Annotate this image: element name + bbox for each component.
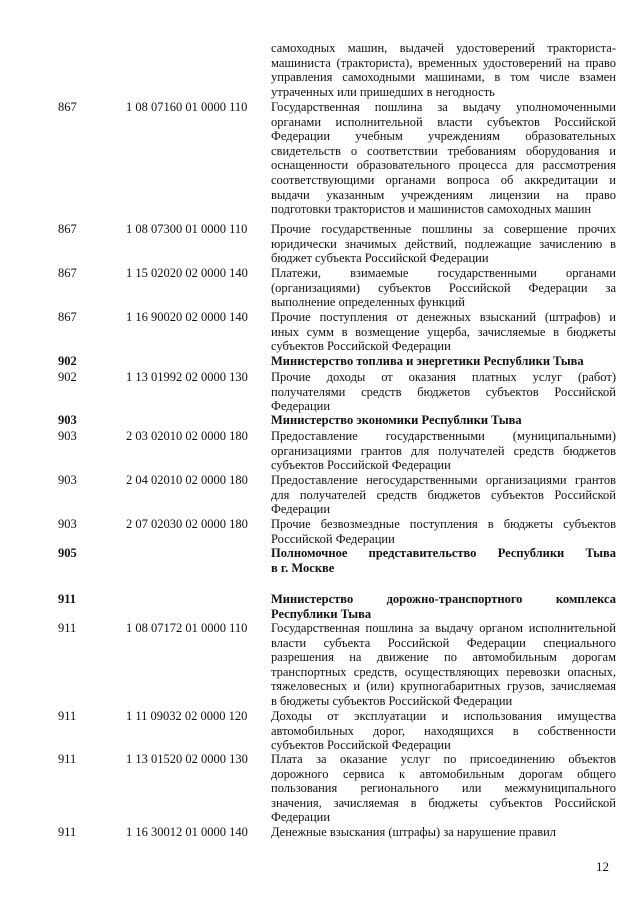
description <box>271 473 616 517</box>
admin-code: 867 <box>58 266 77 280</box>
description-line: Предоставление государственными (муниципальными) <box>271 429 616 443</box>
description-line: организациями грантов для получателей средств бюджетов <box>271 443 616 458</box>
description-line: Плата за оказание услуг по присоединению объектов <box>271 752 616 766</box>
admin-code: 911 <box>58 621 77 635</box>
section-title <box>271 592 616 621</box>
page-number: 12 <box>596 859 609 874</box>
budget-classification-code: 1 13 01992 02 0000 130 <box>126 370 248 384</box>
description <box>271 41 616 99</box>
admin-code: 903 <box>58 413 77 427</box>
budget-classification-code: 2 03 02010 02 0000 180 <box>126 429 248 443</box>
description <box>271 825 616 840</box>
description-line: Российской Федерации <box>271 531 395 546</box>
description <box>271 621 616 709</box>
admin-code: 903 <box>58 517 77 531</box>
description-line: оснащенности образовательного процесса для рассмотрения <box>271 158 616 173</box>
description-line: утраченных или пришедших в негодность <box>271 84 495 99</box>
description-line: органами исполнительной власти субъектов Российской <box>271 114 616 129</box>
admin-code: 902 <box>58 370 77 384</box>
description-line: Предоставление негосударственными организациями грантов <box>271 473 616 487</box>
budget-classification-code: 1 16 30012 01 0000 140 <box>126 825 248 839</box>
admin-code: 867 <box>58 100 77 114</box>
description <box>271 709 616 753</box>
description-line: Прочие поступления от денежных взысканий (штрафов) и <box>271 310 616 324</box>
description-line: Государственная пошлина за выдачу уполномоченными <box>271 100 616 114</box>
description-line: (организациями) субъектов Российской Федерации за <box>271 280 616 295</box>
budget-classification-code: 1 15 02020 02 0000 140 <box>126 266 248 280</box>
description <box>271 429 616 473</box>
description-line: тяжеловесных и (или) крупногабаритных грузов, зачисляемая <box>271 679 616 694</box>
description-line: транспортных средств, осуществляющих перевозки опасных, <box>271 664 616 679</box>
description-line: Федерации учебным учреждениям образовательных <box>271 129 616 144</box>
description <box>271 310 616 354</box>
description-line: Министерство дорожно-транспортного комплекса <box>271 592 616 606</box>
description-line: Федерации <box>271 502 331 517</box>
admin-code: 911 <box>58 825 77 839</box>
description <box>271 517 616 546</box>
budget-classification-code: 2 07 02030 02 0000 180 <box>126 517 248 531</box>
description-line: Республики Тыва <box>271 606 372 621</box>
admin-code: 905 <box>58 546 77 560</box>
description-line: Федерации <box>271 399 331 414</box>
description-line: Прочие доходы от оказания платных услуг (работ) <box>271 370 616 384</box>
section-title <box>271 546 616 575</box>
description-line: в г. Москве <box>271 560 335 575</box>
description-line: подготовки трактористов и машинистов самоходных машин <box>271 202 592 217</box>
description-line: соответствующими органами вопроса об аккредитации и <box>271 172 616 187</box>
budget-classification-code: 1 08 07300 01 0000 110 <box>126 222 248 236</box>
description-line: власти субъекта Российской Федерации специального <box>271 635 616 650</box>
budget-classification-code: 2 04 02010 02 0000 180 <box>126 473 248 487</box>
section-title <box>271 413 616 428</box>
description-line: бюджет субъекта Российской Федерации <box>271 251 489 266</box>
description-line: автомобильных дорог, находящихся в собственности <box>271 723 616 738</box>
admin-code: 867 <box>58 222 77 236</box>
admin-code: 911 <box>58 592 77 606</box>
section-title <box>271 354 616 369</box>
budget-classification-code: 1 16 90020 02 0000 140 <box>126 310 248 324</box>
description-line: Прочие государственные пошлины за совершение прочих <box>271 222 616 236</box>
description-line: Полномочное представительство Республики Тыва <box>271 546 616 560</box>
description-line: значения, зачисляемая в бюджеты субъектов Российской <box>271 795 616 810</box>
description-line: разрешения на движение по автомобильным дорогам <box>271 650 616 665</box>
description <box>271 222 616 266</box>
description <box>271 752 616 825</box>
description-line: в бюджеты субъектов Российской Федерации <box>271 693 513 708</box>
description-line: самоходных машин, выдачей удостоверений тракториста- <box>271 41 616 55</box>
description-line: субъектов Российской Федерации <box>271 339 451 354</box>
description-line: получателями средств бюджетов субъектов Российской <box>271 384 616 399</box>
description-line: Министерство топлива и энергетики Республики Тыва <box>271 354 584 368</box>
description <box>271 100 616 217</box>
description-line: Государственная пошлина за выдачу органом исполнительной <box>271 621 616 635</box>
description <box>271 370 616 414</box>
description-line: выполнение определенных функций <box>271 295 465 310</box>
description-line: пользования регионального или межмуниципального <box>271 781 616 796</box>
description-line: Платежи, взимаемые государственными органами <box>271 266 616 280</box>
description-line: субъектов Российской Федерации <box>271 738 451 753</box>
description-line: для получателей средств бюджетов субъектов Российской <box>271 487 616 502</box>
description-line: субъектов Российской Федерации <box>271 458 451 473</box>
description <box>271 266 616 310</box>
admin-code: 911 <box>58 752 77 766</box>
description-line: Министерство экономики Республики Тыва <box>271 413 522 427</box>
description-line: свидетельств о соответствии требованиям оборудования и <box>271 143 616 158</box>
description-line: дорожного сервиса к автомобильным дорогам общего <box>271 766 616 781</box>
description-line: Федерации <box>271 810 331 825</box>
budget-classification-code: 1 11 09032 02 0000 120 <box>126 709 248 723</box>
description-line: иных сумм в возмещение ущерба, зачисляемые в бюджеты <box>271 324 616 339</box>
description-line: управления самоходными машинами, в том числе взамен <box>271 70 616 85</box>
admin-code: 902 <box>58 354 77 368</box>
description-line: юридически значимых действий, подлежащие зачислению в <box>271 236 616 251</box>
admin-code: 903 <box>58 429 77 443</box>
description-line: Прочие безвозмездные поступления в бюджеты субъектов <box>271 517 616 531</box>
admin-code: 903 <box>58 473 77 487</box>
description-line: машиниста (тракториста), временных удостоверений на право <box>271 55 616 70</box>
budget-classification-code: 1 08 07172 01 0000 110 <box>126 621 248 635</box>
description-line: Денежные взыскания (штрафы) за нарушение правил <box>271 825 557 839</box>
budget-classification-code: 1 08 07160 01 0000 110 <box>126 100 248 114</box>
description-line: выдачи указанным учреждениям лицензии на право <box>271 187 616 202</box>
admin-code: 867 <box>58 310 77 324</box>
description-line: Доходы от эксплуатации и использования имущества <box>271 709 616 723</box>
admin-code: 911 <box>58 709 77 723</box>
budget-classification-code: 1 13 01520 02 0000 130 <box>126 752 248 766</box>
